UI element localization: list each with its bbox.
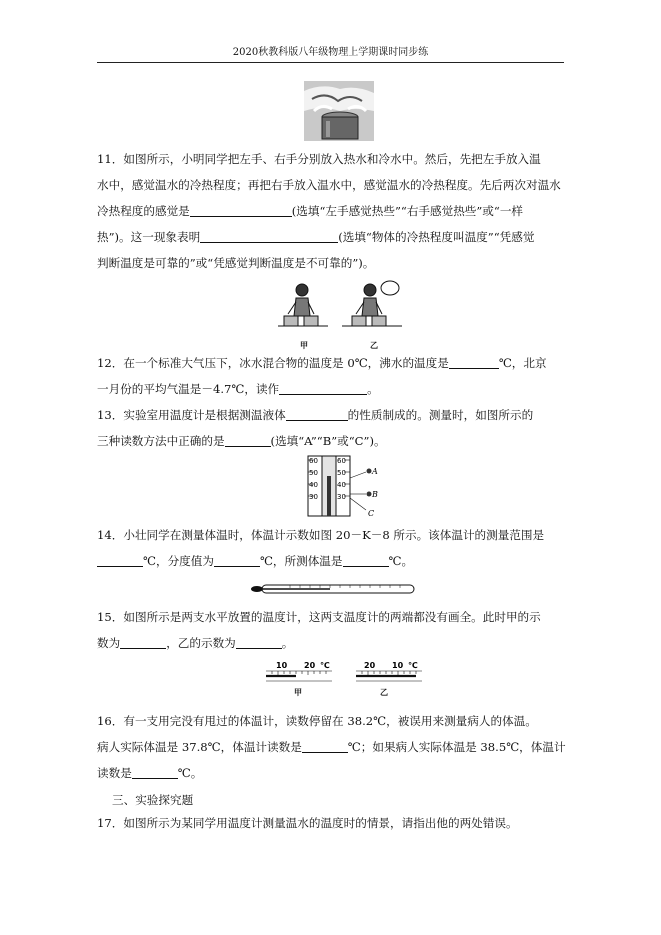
clinical-thermometer-figure xyxy=(250,581,420,597)
tick-30-left: 30 xyxy=(309,493,318,501)
q15-line2 xyxy=(97,630,567,656)
q12-line2 xyxy=(97,376,567,402)
q11-text4b: (选填“物体的冷热程度叫温度”“凭感觉 xyxy=(338,230,535,244)
q11-line1: 11．如图所示，小明同学把左手、右手分别放入热水和冷水中。然后，先把左手放入温 xyxy=(97,152,541,166)
q15-blank1[interactable] xyxy=(120,636,166,649)
q16-text2a: 病人实际体温是 37.8℃，体温计读数是 xyxy=(97,740,302,754)
q16-line2 xyxy=(97,734,567,760)
q16-text3a: 读数是 xyxy=(97,766,132,780)
q12-text2b: 。 xyxy=(367,382,379,396)
q14-line2 xyxy=(97,548,567,574)
q13-text1a: 13．实验室用温度计是根据测温液体 xyxy=(97,408,286,422)
caption-yi: 乙 xyxy=(370,341,378,350)
q15-text2c: 。 xyxy=(281,636,294,650)
tick-40-right: 40 xyxy=(337,481,346,489)
reading-label-c: C xyxy=(368,509,375,518)
yi-label-10: 10 xyxy=(392,661,404,670)
q11-line3 xyxy=(97,198,567,224)
q11-line2: 水中，感觉温水的冷热程度；再把右手放入温水中，感觉温水的冷热程度。先后两次对温水 xyxy=(97,178,561,192)
caption-jia-2: 甲 xyxy=(294,688,302,697)
tick-30-right: 30 xyxy=(337,493,346,501)
q12-text1b: ℃，北京 xyxy=(498,356,547,370)
person-jia xyxy=(278,284,328,326)
q11-line4 xyxy=(97,224,567,250)
person-yi xyxy=(342,281,402,326)
yi-label-20: 20 xyxy=(364,661,376,670)
jia-label-10: 10 xyxy=(276,661,288,670)
jia-label-unit: ℃ xyxy=(320,661,330,670)
q14-text2c: ℃。 xyxy=(388,554,414,568)
q16-text2b: ℃；如果病人实际体温是 38.5℃，体温计 xyxy=(347,740,566,754)
q14-text2b: ℃，所测体温是 xyxy=(259,554,343,568)
q16-text3b: ℃。 xyxy=(177,766,203,780)
q16-blank1[interactable] xyxy=(302,740,348,753)
reading-label-b: B xyxy=(372,490,378,499)
tick-60-left: 60 xyxy=(309,457,318,465)
q14-blank1[interactable] xyxy=(97,554,143,567)
q14-line1: 14．小壮同学在测量体温时，体温计示数如图 20－K－8 所示。该体温计的测量范围是 xyxy=(97,528,545,542)
q13-blank1[interactable] xyxy=(286,408,348,421)
q12-blank1[interactable] xyxy=(449,356,499,369)
q11-line5: 判断温度是可靠的”或“凭感觉判断温度是不可靠的”)。 xyxy=(97,256,375,270)
q12-text2a: 一月份的平均气温是－4.7℃，读作 xyxy=(97,382,280,396)
q14-text2a: ℃，分度值为 xyxy=(143,554,214,568)
yi-label-unit: ℃ xyxy=(408,661,418,670)
q16-blank2[interactable] xyxy=(132,766,178,779)
q11-blank1[interactable] xyxy=(190,204,292,217)
q15-line1: 15．如图所示是两支水平放置的温度计，这两支温度计的两端都没有画全。此时甲的示 xyxy=(97,610,541,624)
q11-blank2[interactable] xyxy=(200,230,338,243)
jia-label-20: 20 xyxy=(304,661,316,670)
lab-thermometer-figure xyxy=(306,454,386,518)
q15-text2b: ，乙的示数为 xyxy=(166,636,236,650)
tick-50-right: 50 xyxy=(337,469,346,477)
caption-jia: 甲 xyxy=(300,341,308,350)
q13-text2b: (选填“A”“B”或“C”)。 xyxy=(270,434,386,448)
q11-text4a: 热”)。这一现象表明 xyxy=(97,230,201,244)
q15-blank2[interactable] xyxy=(236,636,282,649)
q16-line1: 16．有一支用完没有甩过的体温计，读数停留在 38.2℃，被误用来测量病人的体温。 xyxy=(97,714,537,728)
page-header: 2020秋教科版八年级物理上学期课时同步练 xyxy=(97,46,564,63)
q15-text2a: 数为 xyxy=(97,636,121,650)
q13-blank2[interactable] xyxy=(225,434,271,447)
horizontal-thermometers-figure xyxy=(266,659,426,695)
q16-line3 xyxy=(97,760,567,786)
tick-40-left: 40 xyxy=(309,481,318,489)
tick-50-left: 50 xyxy=(309,469,318,477)
q13-text1b: 的性质制成的。测量时，如图所示的 xyxy=(347,408,534,422)
section-heading-3: 三、实验探究题 xyxy=(112,793,194,807)
hands-pot-illustration xyxy=(304,81,374,141)
tick-60-right: 60 xyxy=(337,457,346,465)
caption-yi-2: 乙 xyxy=(380,688,388,697)
q13-text2a: 三种读数方法中正确的是 xyxy=(97,434,225,448)
q17-line1: 17．如图所示为某同学用温度计测量温水的温度时的情景，请指出他的两处错误。 xyxy=(97,816,518,830)
reading-label-a: A xyxy=(372,467,378,476)
q13-line1 xyxy=(97,402,567,428)
q12-text1a: 12．在一个标准大气压下，冰水混合物的温度是 0℃，沸水的温度是 xyxy=(97,356,449,370)
q11-text3b: (选填“左手感觉热些”“右手感觉热些”或“一样 xyxy=(291,204,524,218)
q11-text3a: 冷热程度的感觉是 xyxy=(97,204,190,218)
people-basins-figure xyxy=(278,278,406,340)
q14-blank3[interactable] xyxy=(343,554,389,567)
q12-line1 xyxy=(97,350,567,376)
q12-blank2[interactable] xyxy=(279,382,367,395)
q14-blank2[interactable] xyxy=(214,554,260,567)
q13-line2 xyxy=(97,428,567,454)
